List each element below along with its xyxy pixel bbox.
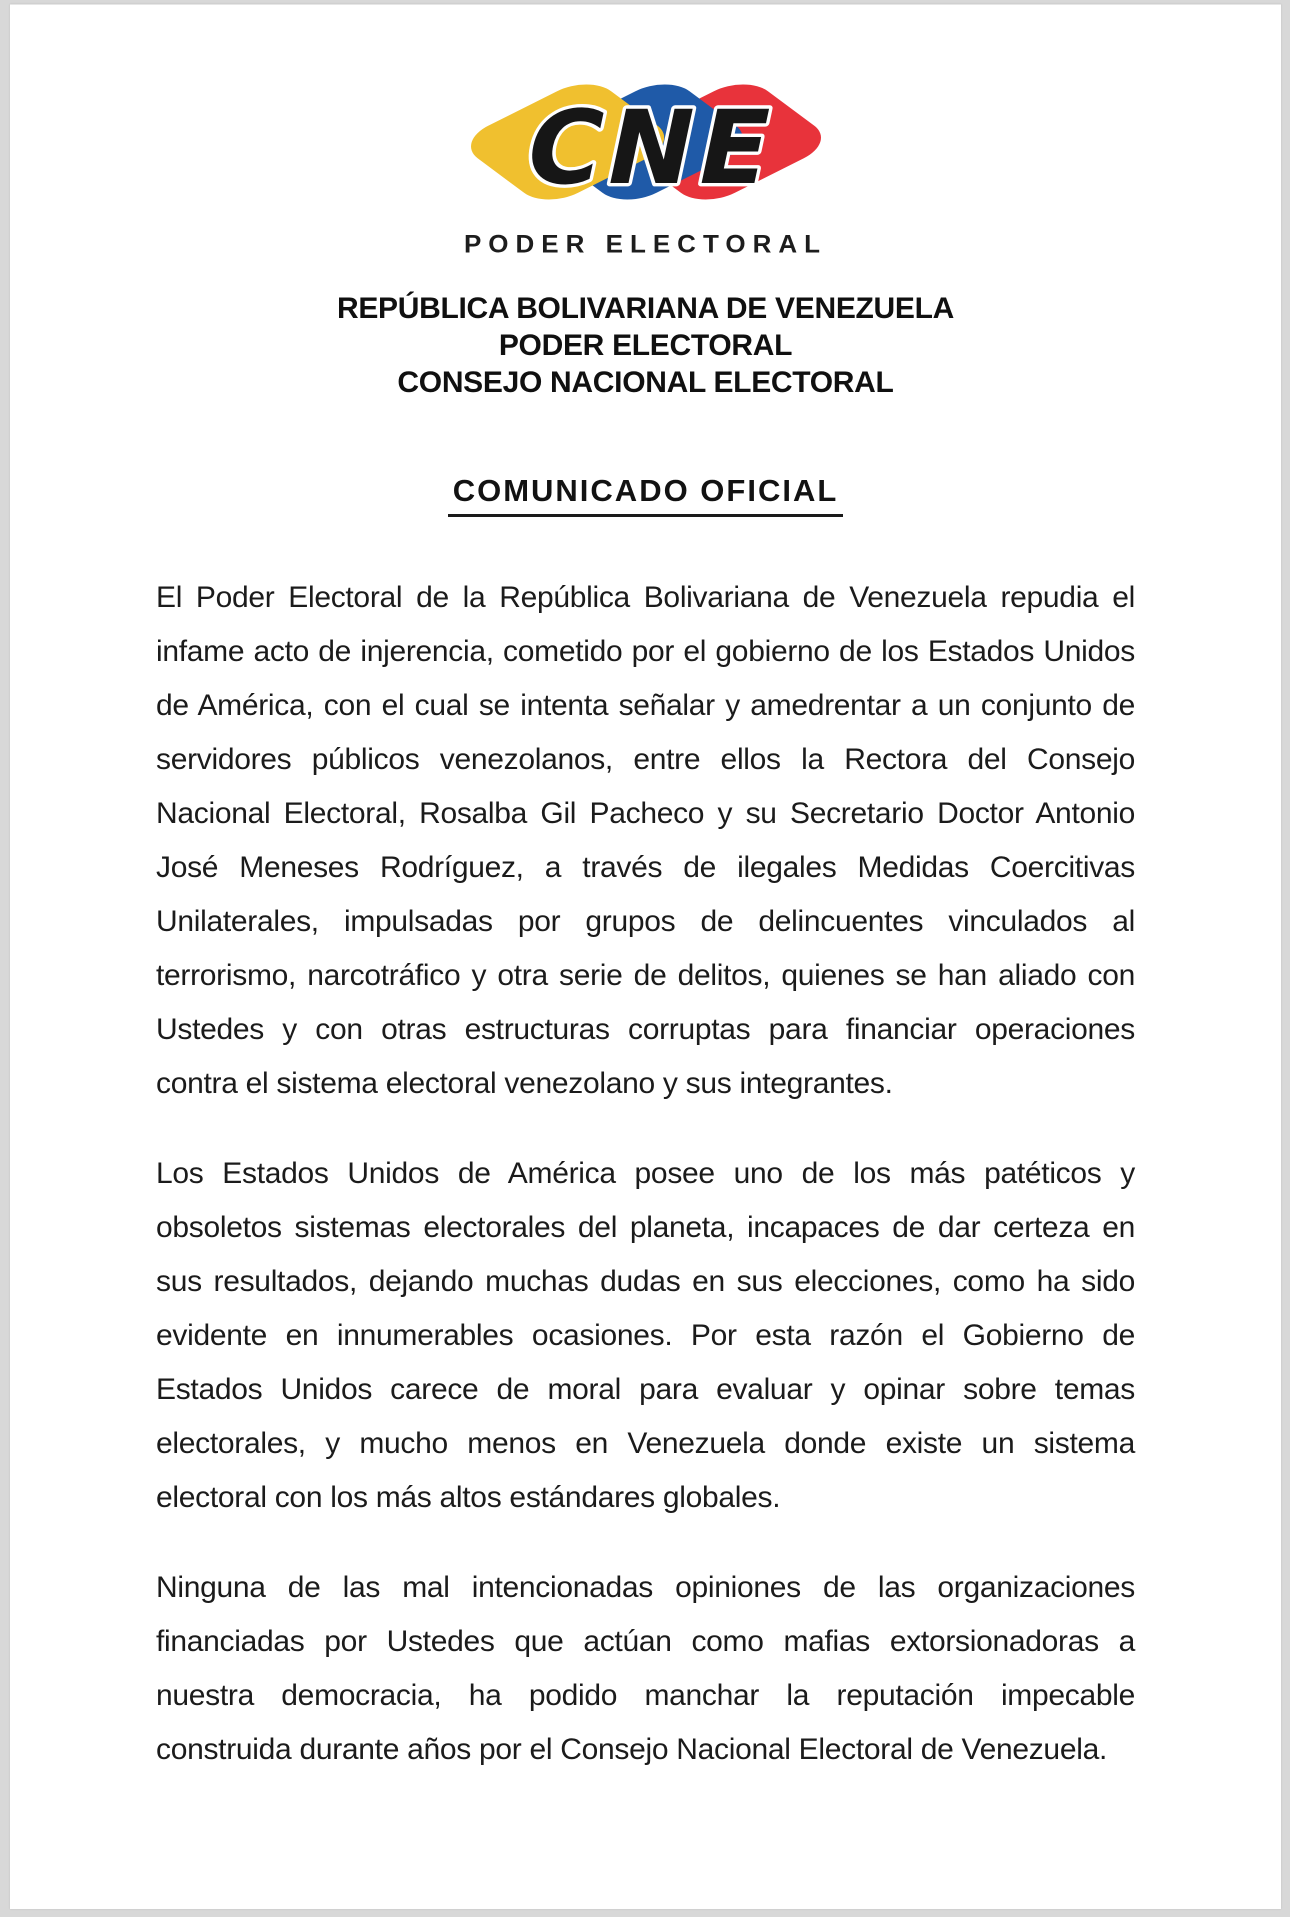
letterhead	[10, 290, 1281, 401]
cne-logo-graphic	[450, 67, 842, 217]
document-title: COMUNICADO OFICIAL	[448, 473, 844, 517]
paragraph-2: Los Estados Unidos de América posee uno de los más patéticos y obsoletos sistemas electorales del planeta, incapaces de dar certeza en sus resultados, dejando muchas dudas en sus elecciones, como ha sido evidente en innumerables ocasiones. Por esta razón el Gobierno de Estados Unidos carece de moral para evaluar y opinar sobre temas electorales, y mucho menos en Venezuela donde existe un sistema electoral con los más altos estándares globales.	[156, 1157, 1135, 1514]
document-body	[10, 571, 1281, 1777]
document-page	[10, 4, 1281, 1909]
letterhead-line-poder-electoral: PODER ELECTORAL	[498, 329, 793, 362]
poder-electoral-wordmark: PODER ELECTORAL	[463, 229, 828, 259]
paragraph-1: El Poder Electoral de la República Bolivariana de Venezuela repudia el infame acto de injerencia, cometido por el gobierno de los Estados Unidos de América, con el cual se intenta señalar y amedrentar a un conjunto de servidores públicos venezolanos, entre ellos la Rectora del Consejo Nacional Electoral, Rosalba Gil Pacheco y su Secretario Doctor Antonio José Meneses Rodríguez, a través de ilegales Medidas Coercitivas Unilaterales, impulsadas por grupos de delincuentes vinculados al terrorismo, narcotráfico y otra serie de delitos, quienes se han aliado con Ustedes y con otras estructuras corruptas para financiar operaciones contra el sistema electoral venezolano y sus integrantes.	[156, 581, 1135, 1100]
paragraph-3: Ninguna de las mal intencionadas opiniones de las organizaciones financiadas por Ustedes que actúan como mafias extorsionadoras a nuestra democracia, ha podido manchar la reputación impecable construida durante años por el Consejo Nacional Electoral de Venezuela.	[156, 1571, 1135, 1766]
letterhead-line-consejo: CONSEJO NACIONAL ELECTORAL	[397, 366, 894, 399]
cne-acronym: CNE	[514, 89, 788, 208]
letterhead-line-republica: REPÚBLICA BOLIVARIANA DE VENEZUELA	[336, 292, 955, 325]
document-title-row	[10, 473, 1281, 517]
cne-logo	[10, 67, 1281, 260]
